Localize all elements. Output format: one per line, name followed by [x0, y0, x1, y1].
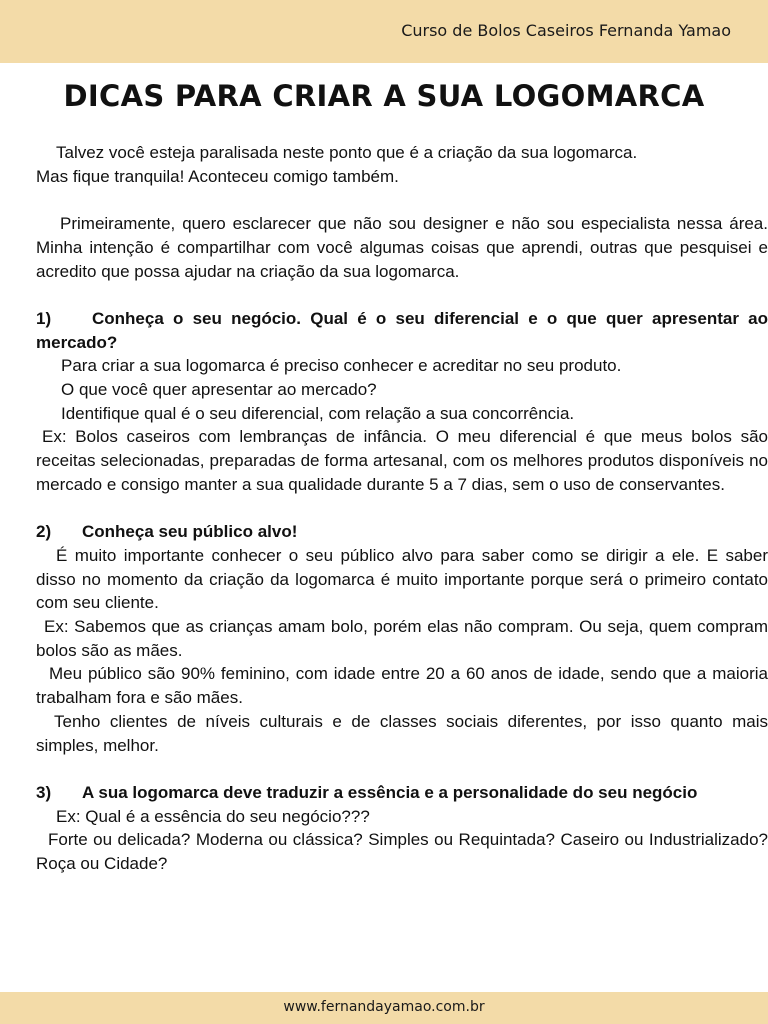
section-2-title: Conheça seu público alvo!: [82, 522, 298, 542]
section-2-example: Ex: Sabemos que as crianças amam bolo, porém elas não compram. Ou seja, quem compram bolos são as mães.: [36, 617, 768, 660]
section-2-line-3: Meu público são 90% feminino, com idade entre 20 a 60 anos de idade, sendo que a maioria trabalham fora e são mães.: [36, 664, 768, 708]
section-1-number: 1): [36, 308, 52, 328]
section-1-line-2: O que você quer apresentar ao mercado?: [61, 380, 377, 399]
intro-line-2: Mas fique tranquila! Aconteceu comigo também.: [36, 166, 399, 186]
section-1-example: Ex: Bolos caseiros com lembranças de infância. O meu diferencial é que meus bolos são receitas selecionadas, preparadas de forma artesanal, com os melhores produtos disponíveis no mercado e consigo manter a sua qualidade durante 5 a 7 dias, sem o uso de conservantes.: [36, 427, 768, 494]
section-2-heading: [36, 520, 768, 544]
section-2-line-1: É muito importante conhecer o seu público alvo para saber como se dirigir a ele. E saber disso no momento da criação da logomarca é muito importante porque será o primeiro contato com seu cliente.: [36, 545, 768, 613]
section-1-line-3: Identifique qual é o seu diferencial, com relação a sua concorrência.: [61, 403, 575, 423]
section-3-number: 3): [36, 782, 52, 802]
intro-line-1: Talvez você esteja paralisada neste ponto que é a criação da sua logomarca.: [56, 143, 638, 162]
section-2-line-4: Tenho clientes de níveis culturais e de classes sociais diferentes, por isso quanto mais simples, melhor.: [36, 711, 768, 755]
document-body: [36, 141, 768, 876]
section-2-number: 2): [36, 522, 52, 542]
header-title: Curso de Bolos Caseiros Fernanda Yamao: [401, 21, 731, 40]
page-title: DICAS PARA CRIAR A SUA LOGOMARCA: [63, 79, 705, 113]
intro-paragraph-2: Primeiramente, quero esclarecer que não sou designer e não sou especialista nessa área. Minha intenção é compartilhar com você algumas coisas que aprendi, outras que pesquisei e acredito que possa ajudar na criação da sua logomarca.: [36, 214, 768, 281]
section-1-line-1: Para criar a sua logomarca é preciso conhecer e acreditar no seu produto.: [61, 356, 622, 376]
section-1-heading: [36, 307, 768, 354]
section-3-title: A sua logomarca deve traduzir a essência e a personalidade do seu negócio: [82, 782, 698, 802]
section-1-title: Conheça o seu negócio. Qual é o seu diferencial e o que quer apresentar ao mercado?: [36, 308, 768, 352]
section-3-heading: [36, 781, 768, 805]
footer-url[interactable]: www.fernandayamao.com.br: [283, 999, 485, 1015]
section-3-line-2: Forte ou delicada? Moderna ou clássica? Simples ou Requintada? Caseiro ou Industrializado? Roça ou Cidade?: [36, 830, 768, 874]
section-3-line-1: Ex: Qual é a essência do seu negócio???: [56, 806, 370, 826]
